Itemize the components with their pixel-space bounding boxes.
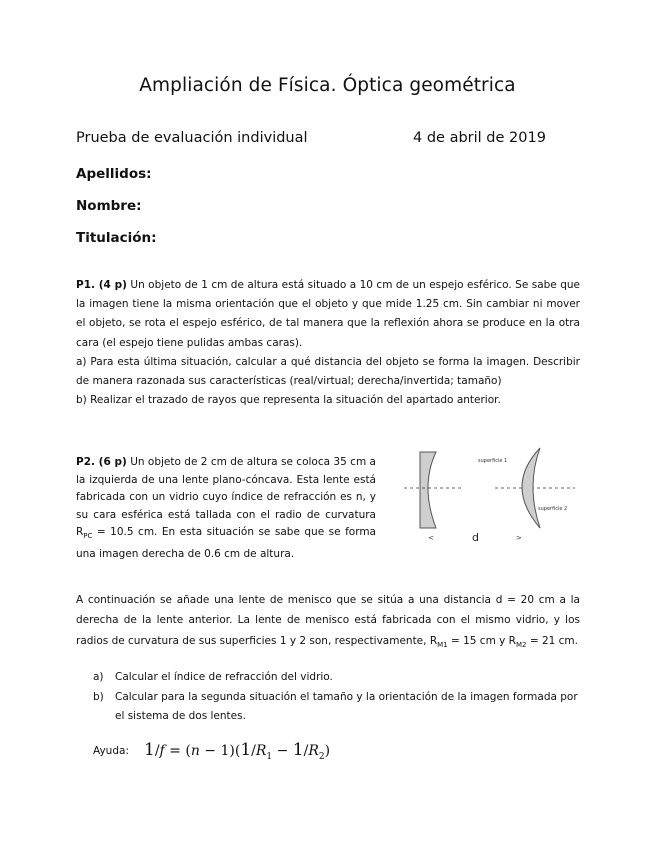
lensmaker-formula: $1/f = (n - 1)(1/R_1 - 1/R_2)$ <box>144 740 331 762</box>
problem-2-sub-m2: M2 <box>515 640 527 649</box>
list-item-text: Calcular el índice de refracción del vidrio. <box>115 671 333 683</box>
list-item <box>93 688 581 727</box>
problem-2-intro-a: Un objeto de 2 cm de altura se coloca 35 cm a la izquierda de una lente plano-cóncava. Esta lente está fabricada con un vidrio cuyo índice de refracción es n, y su cara esférica está tallada con el radio de curvatura R <box>76 456 376 539</box>
list-item <box>93 668 581 688</box>
exam-type: Prueba de evaluación individual <box>76 130 308 146</box>
distance-right-arrow: > <box>516 534 522 542</box>
list-marker: b) <box>93 690 104 703</box>
lens-system-diagram <box>400 446 580 546</box>
help-label: Ayuda: <box>93 745 129 757</box>
page-title: Ampliación de Física. Óptica geométrica <box>139 75 516 96</box>
surface-2-label: superficie 2 <box>538 506 568 512</box>
problem-2-sub-m1: M1 <box>437 640 448 649</box>
degree-field-label: Titulación: <box>76 230 157 246</box>
exam-date: 4 de abril de 2019 <box>413 130 546 146</box>
problem-2-continuation <box>76 590 580 655</box>
problem-2-questions <box>93 668 581 727</box>
problem-2-intro-b: = 10.5 cm. En esta situación se sabe que se forma una imagen derecha de 0.6 cm de altura. <box>76 526 376 561</box>
plano-concave-lens <box>420 452 436 528</box>
problem-2-label: P2. (6 p) <box>76 456 127 468</box>
problem-1-part-a: a) Para esta última situación, calcular a qué distancia del objeto se forma la imagen. Describir de manera razonada sus características (real/virtual; derecha/invertida; tamaño) <box>76 355 580 388</box>
problem-1-intro: Un objeto de 1 cm de altura está situado a 10 cm de un espejo esférico. Se sabe que la imagen tiene la misma orientación que el objeto y que mide 1.25 cm. Sin cambiar ni mover el objeto, se rota el espejo esférico, de tal manera que la reflexión ahora se produce en la otra cara (el espejo tiene pulidas ambas caras). <box>76 279 580 349</box>
problem-2-statement <box>76 454 376 564</box>
problem-2-cont-1: A continuación se añade una lente de menisco que se sitúa a una distancia d = 20 cm a la derecha de la lente anterior. La lente de menisco está fabricada con el mismo vidrio, y los radios de curvatura de sus superficies 1 y 2 son, respectivamente, R <box>76 594 580 647</box>
name-field-label: Nombre: <box>76 198 142 214</box>
problem-1 <box>76 276 580 410</box>
surface-1-label: superficie 1 <box>478 458 508 464</box>
problem-1-label: P1. (4 p) <box>76 279 127 291</box>
list-item-text: Calcular para la segunda situación el tamaño y la orientación de la imagen formada por el sistema de dos lentes. <box>115 690 578 722</box>
problem-2-sub-pc: PC <box>83 532 93 541</box>
distance-label: d <box>472 531 479 544</box>
problem-2-cont-3: = 21 cm. <box>526 634 578 647</box>
list-marker: a) <box>93 671 104 683</box>
distance-left-arrow: < <box>428 534 434 542</box>
problem-1-part-b: b) Realizar el trazado de rayos que representa la situación del apartado anterior. <box>76 394 501 407</box>
surname-field-label: Apellidos: <box>76 166 152 182</box>
problem-1-statement <box>76 276 580 353</box>
problem-2-cont-2: = 15 cm y R <box>447 634 516 647</box>
